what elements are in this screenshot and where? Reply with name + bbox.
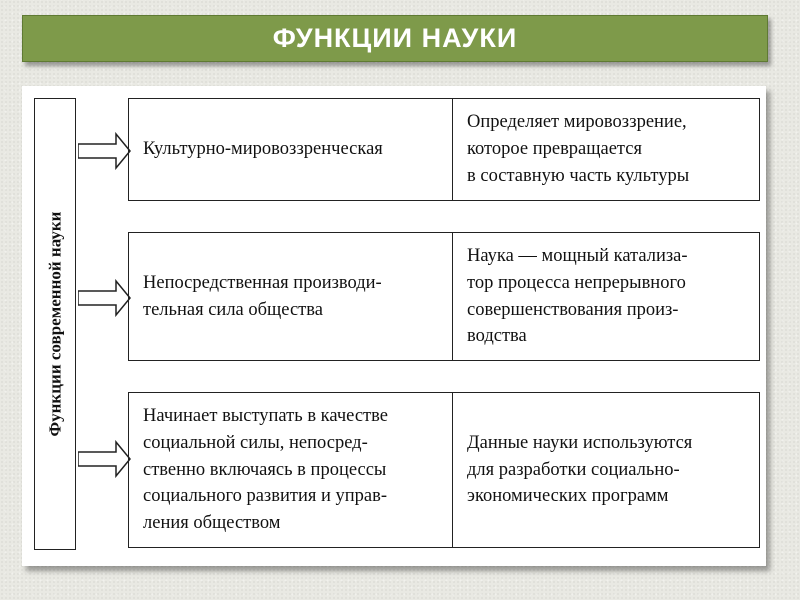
page-title: ФУНКЦИИ НАУКИ (272, 23, 518, 53)
function-name (129, 233, 453, 360)
function-row (128, 392, 760, 548)
arrow-icon (78, 131, 132, 171)
arrow-icon (78, 439, 132, 479)
function-description (453, 393, 759, 547)
diagram-panel (22, 86, 766, 566)
function-name (129, 99, 453, 200)
function-description-text: Определяет мировоззрение, которое превращается в составную часть культуры (467, 112, 690, 186)
function-name-text: Начинает выступать в качестве социальной силы, непосред- ственно включаясь в процессы социального развития и управ- ления обществом (143, 405, 388, 534)
arrow-icon (78, 278, 132, 318)
function-row (128, 98, 760, 201)
function-row (128, 232, 760, 361)
vertical-label-box (34, 98, 76, 550)
function-description (453, 99, 759, 200)
function-description (453, 233, 759, 360)
function-description-text: Наука — мощный катализа- тор процесса непрерывного совершенствования произ- водства (467, 245, 688, 347)
title-banner (22, 15, 768, 62)
function-name-text: Культурно-мировоззренческая (143, 139, 383, 160)
function-description-text: Данные науки используются для разработки социально- экономических программ (467, 432, 693, 507)
function-name (129, 393, 453, 547)
function-name-text: Непосредственная производи- тельная сила общества (143, 272, 382, 320)
vertical-label: Функции современной науки (45, 211, 65, 437)
